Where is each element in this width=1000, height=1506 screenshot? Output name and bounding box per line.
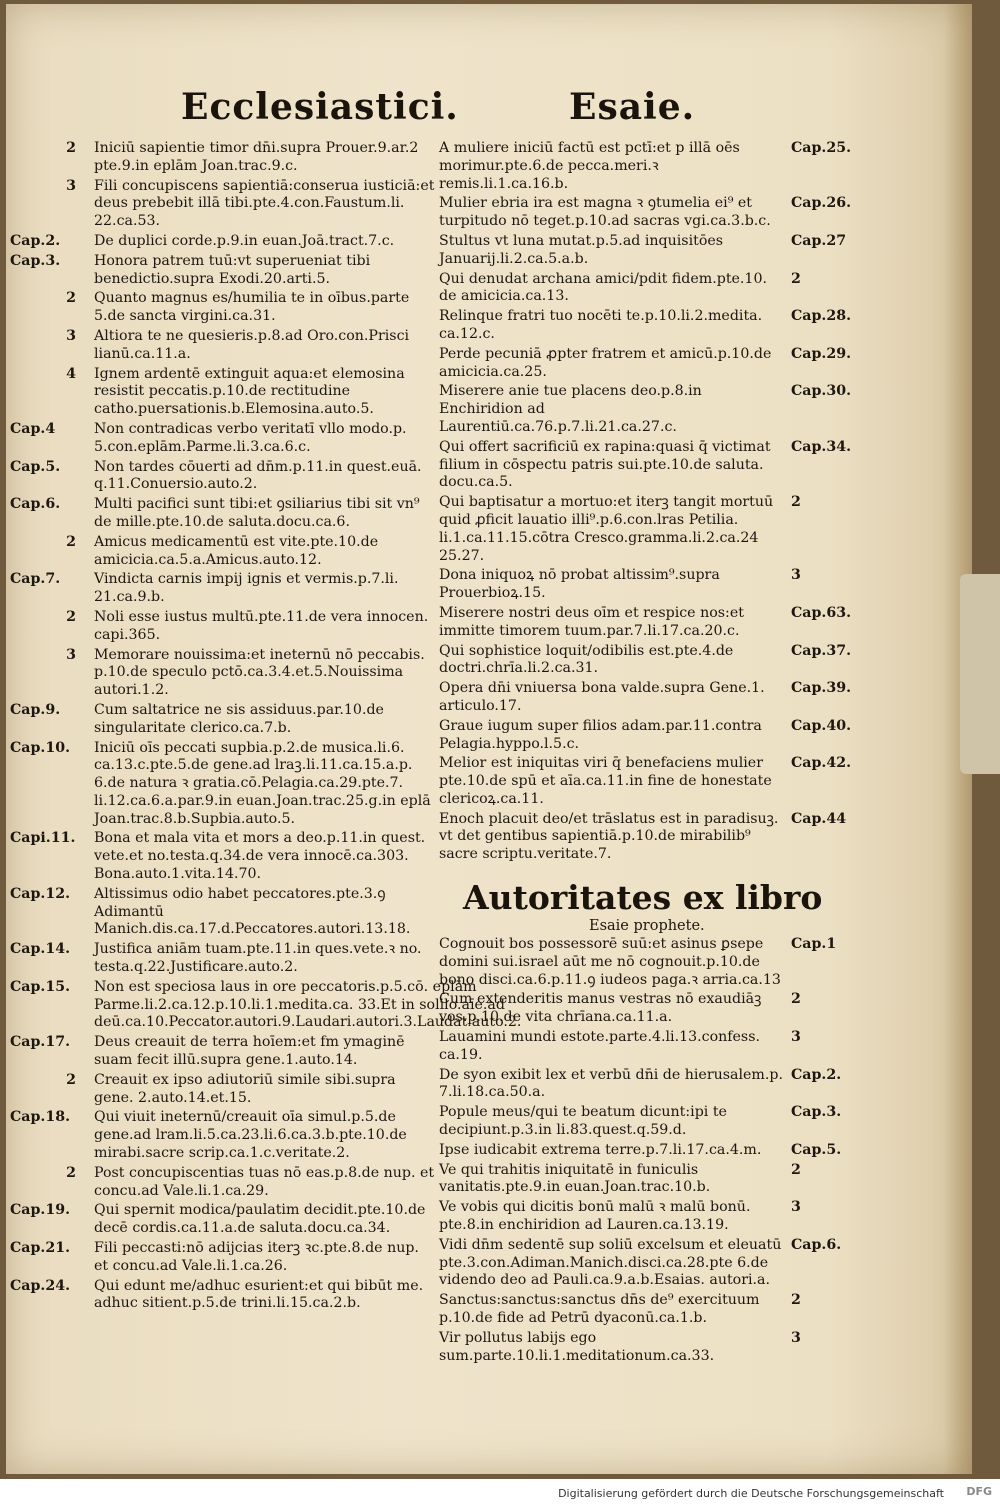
chapter-marker: 2 bbox=[791, 270, 801, 287]
left-entry bbox=[10, 290, 436, 326]
right-entry bbox=[439, 1330, 877, 1366]
entry-text: Vir pollutus labijs ego sum.parte.10.li.1.meditationum.ca.33. bbox=[439, 1329, 715, 1364]
chapter-marker: Cap.5. bbox=[10, 458, 61, 475]
entry-text: Fili peccasti:nō adijcias iterꝫ ꝛc.pte.8.de nup. et concu.ad Vale.li.1.ca.26. bbox=[94, 1240, 419, 1274]
right-entry bbox=[439, 605, 877, 641]
left-entry bbox=[10, 1034, 436, 1070]
page-tab-marker bbox=[960, 574, 1000, 774]
entry-text: Dona iniquoꝝ nō probat altissim⁹.supra Prouerbioꝝ.15. bbox=[439, 567, 720, 602]
left-entry bbox=[10, 978, 522, 1032]
entry-text: Relinque fratri tuo nocēti te.p.10.li.2.medita. ca.12.c. bbox=[439, 308, 763, 342]
entry-text: Non contradicas verbo veritatī vllo modo.p. 5.con.eplām.Parme.li.3.ca.6.c. bbox=[94, 420, 407, 455]
chapter-marker: Capi.11. bbox=[10, 830, 76, 847]
right-entry bbox=[439, 140, 877, 193]
right-entry bbox=[439, 755, 877, 808]
left-entry bbox=[10, 1278, 436, 1314]
right-entry bbox=[439, 936, 877, 989]
header-left: Ecclesiastici. bbox=[181, 86, 459, 128]
right-entry bbox=[439, 195, 877, 231]
right-entry bbox=[439, 1029, 877, 1065]
entry-text: Qui baptisatur a mortuo:et iterꝫ tangit mortuū quid ꝓficit lauatio illi⁹.p.6.con.lras Petilia. li.1.ca.11.15.cōtra Cresco.gramma.li.2.ca.24 25.27. bbox=[439, 494, 774, 564]
chapter-marker: Cap.18. bbox=[10, 1109, 71, 1126]
entry-text: Non tardes cōuerti ad dn̄m.p.11.in quest.euā. q.11.Conuersio.auto.2. bbox=[94, 458, 422, 493]
chapter-marker: Cap.44 bbox=[791, 810, 847, 827]
entry-text: Qui offert sacrificiū ex rapina:quasi q̄ victimat filium in cōspectu patris sui.pte.10.de saluta. docu.ca.5. bbox=[439, 438, 771, 491]
left-entry bbox=[10, 740, 436, 829]
right-entry bbox=[439, 1162, 877, 1198]
chapter-marker: 2 bbox=[66, 1071, 76, 1088]
left-entry bbox=[10, 571, 436, 607]
entry-text: Noli esse iustus multū.pte.11.de vera innocen. capi.365. bbox=[94, 608, 429, 643]
right-entry bbox=[439, 233, 877, 269]
entry-text: Stultus vt luna mutat.p.5.ad inquisitōes Januarij.li.2.ca.5.a.b. bbox=[439, 232, 724, 267]
entry-text: Deus creauit de terra hoīem:et fm ymaginē suam fecit illū.supra gene.1.auto.14. bbox=[94, 1034, 405, 1069]
right-entry bbox=[439, 1067, 877, 1103]
chapter-marker: Cap.40. bbox=[791, 717, 852, 734]
chapter-marker: Cap.19. bbox=[10, 1202, 71, 1219]
entry-text: Qui denudat archana amici/pdit fidem.pte.10. de amicicia.ca.13. bbox=[439, 270, 767, 305]
chapter-marker: Cap.39. bbox=[791, 680, 852, 697]
footer-bar bbox=[0, 1479, 1000, 1506]
entry-text: De syon exibit lex et verbū dn̄i de hierusalem.p. 7.li.18.ca.50.a. bbox=[439, 1066, 783, 1101]
chapter-marker: 3 bbox=[791, 1199, 801, 1216]
footer-credit: Digitalisierung gefördert durch die Deutsche Forschungsgemeinschaft bbox=[558, 1487, 944, 1500]
entry-text: Lauamini mundi estote.parte.4.li.13.confess. ca.19. bbox=[439, 1029, 760, 1063]
chapter-marker: 2 bbox=[66, 290, 76, 307]
entry-text: Mulier ebria ira est magna ꝛ ꝯtumelia ei⁹ et turpitudo nō teget.p.10.ad sacras vgi.ca.3.b.c. bbox=[439, 195, 771, 230]
left-column bbox=[10, 140, 522, 1315]
entry-text: Melior est iniquitas viri q̄ benefaciens mulier pte.10.de spū et aīa.ca.11.in fine de honestate clericoꝝ.ca.11. bbox=[439, 755, 772, 807]
chapter-marker: Cap.26. bbox=[791, 195, 852, 212]
chapter-marker: Cap.7. bbox=[10, 571, 61, 588]
entry-text: De duplici corde.p.9.in euan.Joā.tract.7.c. bbox=[94, 232, 395, 249]
chapter-marker: Cap.2. bbox=[791, 1066, 842, 1083]
right-entry bbox=[439, 1142, 877, 1160]
entry-text: Creauit ex ipso adiutoriū simile sibi.supra gene. 2.auto.14.et.15. bbox=[94, 1071, 396, 1106]
entry-text: Quanto magnus es/humilia te in oībus.parte 5.de sancta virgini.ca.31. bbox=[94, 290, 410, 325]
left-entry bbox=[10, 609, 436, 645]
left-entry bbox=[10, 1165, 436, 1201]
left-entry bbox=[10, 253, 436, 289]
chapter-marker: Cap.14. bbox=[10, 941, 71, 958]
right-entry bbox=[439, 1292, 877, 1328]
entry-text: Qui edunt me/adhuc esurient:et qui bibūt me. adhuc sitient.p.5.de trini.li.15.ca.2.b. bbox=[94, 1277, 424, 1312]
left-entry bbox=[10, 140, 436, 176]
book-page bbox=[6, 4, 972, 1474]
left-entry bbox=[10, 328, 436, 364]
entry-text: Cum extenderitis manus vestras nō exaudiāꝫ vos.p.10.de vita chrīana.ca.11.a. bbox=[439, 991, 762, 1026]
left-entry bbox=[10, 702, 436, 738]
chapter-marker: Cap.9. bbox=[10, 701, 61, 718]
left-entry bbox=[10, 1240, 436, 1276]
entry-text: Miserere nostri deus oīm et respice nos:et immitte timorem tuum.par.7.li.17.ca.20.c. bbox=[439, 604, 744, 639]
entry-text: Ve qui trahitis iniquitatē in funiculis vanitatis.pte.9.in euan.Joan.trac.10.b. bbox=[439, 1161, 711, 1196]
left-entry bbox=[10, 534, 436, 570]
entry-text: Ignem ardentē extinguit aqua:et elemosina resistit peccatis.p.10.de rectitudine catho.puersationis.b.Elemosina.auto.5. bbox=[94, 365, 405, 418]
chapter-marker: 4 bbox=[66, 365, 76, 382]
entry-text: Post concupiscentias tuas nō eas.p.8.de nup. et concu.ad Vale.li.1.ca.29. bbox=[94, 1164, 435, 1199]
right-entry bbox=[439, 680, 877, 716]
entry-text: Justifica aniām tuam.pte.11.in ques.vete.ꝛ no. testa.q.22.Justificare.auto.2. bbox=[94, 941, 422, 976]
chapter-marker: 2 bbox=[66, 533, 76, 550]
chapter-marker: Cap.15. bbox=[10, 978, 71, 995]
chapter-marker: 2 bbox=[791, 1292, 801, 1309]
chapter-marker: Cap.10. bbox=[10, 739, 71, 756]
entry-text: A muliere iniciū factū est pctī:et p illā oēs morimur.pte.6.de pecca.meri.ꝛ remis.li.1.ca.16.b. bbox=[439, 140, 740, 192]
chapter-marker: Cap.63. bbox=[791, 604, 852, 621]
entry-text: Altiora te ne quesieris.p.8.ad Oro.con.Prisci lianū.ca.11.a. bbox=[94, 327, 410, 362]
entry-text: Honora patrem tuū:vt superueniat tibi benedictio.supra Exodi.20.arti.5. bbox=[94, 252, 371, 287]
chapter-marker: Cap.27 bbox=[791, 232, 847, 249]
left-entry bbox=[10, 647, 436, 700]
chapter-marker: 3 bbox=[66, 327, 76, 344]
chapter-marker: Cap.2. bbox=[10, 232, 61, 249]
right-entries-list bbox=[439, 140, 877, 864]
chapter-marker: 2 bbox=[791, 991, 801, 1008]
right-entry bbox=[439, 1104, 877, 1140]
right-entry bbox=[439, 991, 877, 1027]
chapter-marker: Cap.17. bbox=[10, 1034, 71, 1051]
left-entry bbox=[10, 366, 436, 419]
right-entry bbox=[439, 346, 877, 382]
chapter-marker: Cap.28. bbox=[791, 308, 852, 325]
chapter-marker: 3 bbox=[791, 1329, 801, 1346]
chapter-marker: 2 bbox=[66, 608, 76, 625]
entry-text: Graue iugum super filios adam.par.11.contra Pelagia.hyppo.l.5.c. bbox=[439, 717, 762, 752]
right-column bbox=[439, 140, 877, 1367]
entry-text: Perde pecuniā ꝓpter fratrem et amicū.p.10.de amicicia.ca.25. bbox=[439, 345, 772, 380]
chapter-marker: 2 bbox=[66, 140, 76, 156]
chapter-marker: Cap.3. bbox=[791, 1104, 842, 1121]
chapter-marker: 2 bbox=[791, 494, 801, 511]
right-entry bbox=[439, 383, 877, 436]
entry-text: Iniciū oīs peccati supbia.p.2.de musica.li.6. ca.13.c.pte.5.de gene.ad lraꝫ.li.11.ca.15.a.p. 6.de natura ꝛ gratia.cō.Pelagia.ca.29.pte.7. li.12.ca.6.a.par.9.in euan.Joan.trac.25.g.in eplā Joan.trac.8.b.Supbia.auto.5. bbox=[94, 739, 431, 827]
entry-text: Vindicta carnis impij ignis et vermis.p.7.li. 21.ca.9.b. bbox=[94, 571, 399, 606]
entry-text: Cognouit bos possessorē suū:et asinus ꝑsepe domini sui.israel aūt me nō cognouit.p.10.de bono disci.ca.6.p.11.ꝯ iudeos paga.ꝛ arria.ca.13 bbox=[439, 936, 781, 988]
entry-text: Cum saltatrice ne sis assiduus.par.10.de singularitate clerico.ca.7.b. bbox=[94, 701, 384, 736]
left-entry bbox=[10, 886, 436, 939]
entry-text: Ipse iudicabit extrema terre.p.7.li.17.ca.4.m. bbox=[439, 1141, 762, 1158]
chapter-marker: Cap.12. bbox=[10, 885, 71, 902]
chapter-marker: 3 bbox=[791, 1029, 801, 1046]
chapter-marker: Cap.4 bbox=[10, 420, 56, 437]
right-entry bbox=[439, 643, 877, 679]
section-subtitle: Esaie prophete. bbox=[589, 918, 705, 935]
entry-text: Multi pacifici sunt tibi:et ꝯsiliarius tibi sit vn⁹ de mille.pte.10.de saluta.docu.ca.6. bbox=[94, 496, 420, 530]
entry-text: Memorare nouissima:et ineternū nō peccabis. p.10.de speculo pctō.ca.3.4.et.5.Nouissima autori.1.2. bbox=[94, 646, 425, 699]
entry-text: Qui sophistice loquit/odibilis est.pte.4.de doctri.chrīa.li.2.ca.31. bbox=[439, 642, 734, 677]
chapter-marker: Cap.37. bbox=[791, 642, 852, 659]
entry-text: Altissimus odio habet peccatores.pte.3.ꝯ Adimantū Manich.dis.ca.17.d.Peccatores.autori.13.18. bbox=[94, 885, 411, 938]
chapter-marker: Cap.5. bbox=[791, 1141, 842, 1158]
chapter-marker: Cap.24. bbox=[10, 1277, 71, 1294]
chapter-marker: Cap.3. bbox=[10, 252, 61, 269]
right-entry bbox=[439, 1237, 877, 1290]
entry-text: Iniciū sapientie timor dn̄i.supra Prouer.9.ar.2 pte.9.in eplām Joan.trac.9.c. bbox=[94, 140, 419, 174]
entry-text: Popule meus/qui te beatum dicunt:ipi te decipiunt.p.3.in li.83.quest.q.59.d. bbox=[439, 1104, 727, 1139]
entry-text: Ve vobis qui dicitis bonū malū ꝛ malū bonū. pte.8.in enchiridion ad Lauren.ca.13.19. bbox=[439, 1199, 751, 1234]
left-entry bbox=[10, 496, 436, 532]
chapter-marker: Cap.29. bbox=[791, 345, 852, 362]
left-entry bbox=[10, 830, 436, 883]
right-entry bbox=[439, 811, 877, 864]
chapter-marker: Cap.6. bbox=[10, 496, 61, 513]
left-entry bbox=[10, 459, 436, 495]
entry-text: Non est speciosa laus in ore peccatoris.p.5.cō. eplām Parme.li.2.ca.12.p.10.li.1.medita.ca. 33.Et in solilo.aīe.ad deū.ca.10.Peccator.autori.9.Laudari.autori.3.Laudat.auto.2. bbox=[94, 978, 522, 1031]
chapter-marker: Cap.1 bbox=[791, 936, 837, 953]
left-entry bbox=[10, 233, 436, 251]
chapter-marker: 2 bbox=[791, 1161, 801, 1178]
entry-text: Fili concupiscens sapientiā:conserua iusticiā:et deus prebebit illā tibi.pte.4.con.Faustum.li. 22.ca.53. bbox=[94, 177, 435, 230]
chapter-marker: Cap.25. bbox=[791, 140, 852, 156]
left-entry bbox=[10, 941, 436, 977]
entry-text: Bona et mala vita et mors a deo.p.11.in quest. vete.et no.testa.q.34.de vera innocē.ca.303. Bona.auto.1.vita.14.70. bbox=[94, 830, 426, 883]
entry-text: Sanctus:sanctus:sanctus dn̄s de⁹ exercituum p.10.de fide ad Petrū dyaconū.ca.1.b. bbox=[439, 1292, 760, 1327]
chapter-marker: Cap.34. bbox=[791, 438, 852, 455]
chapter-marker: Cap.6. bbox=[791, 1236, 842, 1253]
chapter-marker: 2 bbox=[66, 1164, 76, 1181]
entry-text: Vidi dn̄m sedentē sup soliū excelsum et eleuatū pte.3.con.Adiman.Manich.disci.ca.28.pte 6.de videndo deo ad Pauli.ca.9.a.b.Esaias. autori.a. bbox=[439, 1236, 782, 1289]
left-entry bbox=[10, 178, 436, 231]
chapter-marker: 3 bbox=[66, 646, 76, 663]
left-entry bbox=[10, 1202, 436, 1238]
chapter-marker: Cap.42. bbox=[791, 755, 852, 772]
chapter-marker: 3 bbox=[791, 567, 801, 584]
left-entry bbox=[10, 1072, 436, 1108]
entry-text: Amicus medicamentū est vite.pte.10.de amicicia.ca.5.a.Amicus.auto.12. bbox=[94, 533, 379, 568]
chapter-marker: Cap.21. bbox=[10, 1240, 71, 1257]
entry-text: Qui spernit modica/paulatim decidit.pte.10.de decē cordis.ca.11.a.de saluta.docu.ca.34. bbox=[94, 1202, 426, 1237]
right-entry bbox=[439, 439, 877, 492]
chapter-marker: 3 bbox=[66, 177, 76, 194]
right-entry bbox=[439, 567, 877, 603]
entry-text: Qui viuit ineternū/creauit oīa simul.p.5.de gene.ad lram.li.5.ca.23.li.6.ca.3.b.pte.10.de mirabi.sacre scrip.ca.1.c.veritate.2. bbox=[94, 1109, 407, 1162]
entry-text: Opera dn̄i vniuersa bona valde.supra Gene.1. articulo.17. bbox=[439, 680, 765, 714]
section-title: Autoritates ex libro bbox=[463, 878, 823, 918]
left-entry bbox=[10, 1109, 436, 1162]
right-entry bbox=[439, 308, 877, 344]
right-entry bbox=[439, 494, 877, 565]
left-entry bbox=[10, 421, 436, 457]
entry-text: Enoch placuit deo/et trāslatus est in paradisuꝫ. vt det gentibus sapientiā.p.10.de mirabilib⁹ sacre scriptu.veritate.7. bbox=[439, 810, 779, 863]
right-entry bbox=[439, 1199, 877, 1235]
right-entries-list-2 bbox=[439, 936, 877, 1365]
dfg-logo: DFG bbox=[966, 1485, 992, 1498]
header-right: Esaie. bbox=[569, 86, 696, 128]
entry-text: Miserere anie tue placens deo.p.8.in Enchiridion ad Laurentiū.ca.76.p.7.li.21.ca.27.c. bbox=[439, 383, 702, 435]
chapter-marker: Cap.30. bbox=[791, 383, 852, 400]
right-entry bbox=[439, 718, 877, 754]
right-entry bbox=[439, 271, 877, 307]
